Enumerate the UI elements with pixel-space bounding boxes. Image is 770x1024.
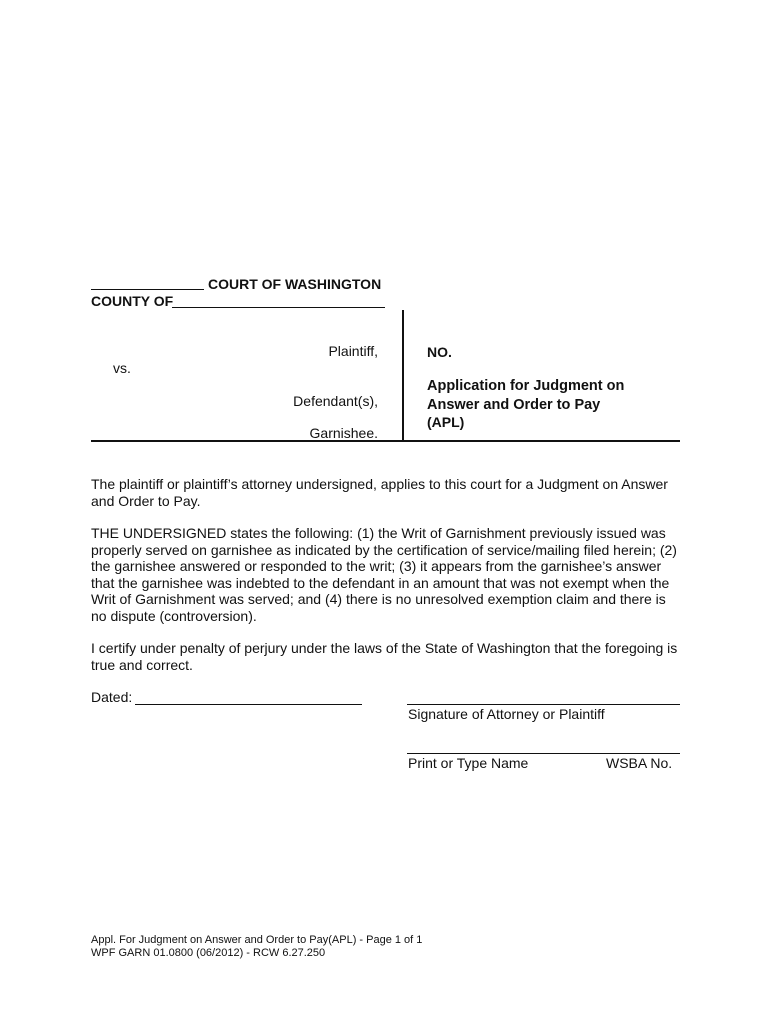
document-title-line1: Application for Judgment on bbox=[427, 378, 625, 394]
case-number-label: NO. bbox=[427, 344, 452, 360]
vs-label: vs. bbox=[113, 360, 131, 376]
print-name-field[interactable] bbox=[407, 737, 680, 754]
intro-paragraph: The plaintiff or plaintiff’s attorney undersigned, applies to this court for a Judgment on Answer and Order to Pay. bbox=[91, 476, 668, 509]
county-name-blank[interactable] bbox=[172, 292, 385, 308]
caption-bottom-rule bbox=[91, 440, 680, 442]
footer-form-title: Appl. For Judgment on Answer and Order to Pay(APL) - Page 1 of 1 bbox=[91, 934, 423, 946]
document-title-code: (APL) bbox=[427, 414, 465, 430]
certification-paragraph: I certify under penalty of perjury under the laws of the State of Washington that the foregoing is true and correct. bbox=[91, 640, 678, 673]
wsba-number-label: WSBA No. bbox=[606, 755, 673, 771]
print-name-label: Print or Type Name bbox=[408, 755, 529, 771]
signature-field[interactable] bbox=[407, 688, 680, 705]
court-label: COURT OF WASHINGTON bbox=[208, 276, 382, 292]
garnishee-label: Garnishee. bbox=[309, 425, 378, 441]
document-title-line2: Answer and Order to Pay bbox=[427, 397, 601, 413]
caption-vertical-divider bbox=[402, 310, 404, 440]
statement-paragraph: THE UNDERSIGNED states the following: (1) the Writ of Garnishment previously issued was properly served on garnishee as indicated by the certification of service/mailing filed herein; (2) the garnishee answered or responded to the writ; (3) it appears from the garnishee’s answer that the garnishee was indebted to the defendant in an amount that was not exempt when the Writ of Garnishment was served; and (4) there is no unresolved exemption claim and there is no dispute (controversion). bbox=[91, 525, 677, 624]
county-label: COUNTY OF bbox=[91, 293, 174, 309]
date-field[interactable] bbox=[135, 688, 362, 705]
footer-form-code: WPF GARN 01.0800 (06/2012) - RCW 6.27.250 bbox=[91, 947, 326, 959]
dated-label: Dated: bbox=[91, 689, 133, 705]
signature-label: Signature of Attorney or Plaintiff bbox=[408, 706, 605, 722]
court-name-blank[interactable] bbox=[91, 274, 204, 290]
defendant-label: Defendant(s), bbox=[293, 393, 378, 409]
plaintiff-label: Plaintiff, bbox=[328, 343, 378, 359]
